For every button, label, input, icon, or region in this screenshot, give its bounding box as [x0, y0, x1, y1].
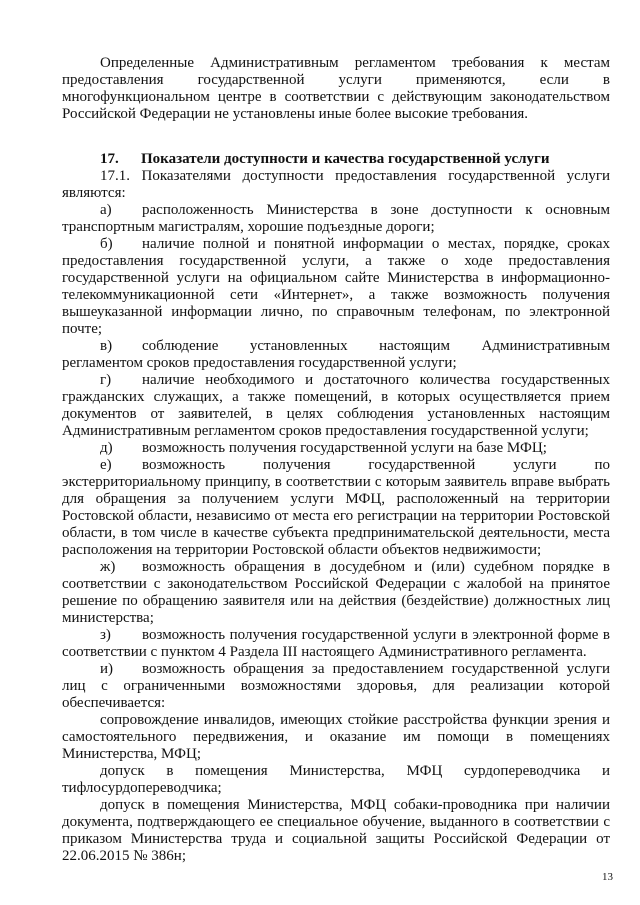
page-number: 13 [602, 871, 613, 883]
list-item [62, 338, 610, 372]
list-item-text: возможность получения государственной услуги в электронной форме в соответствии с пунктом 4 Раздела III настоящего Административного регламента. [62, 627, 610, 660]
sub-paragraph: сопровождение инвалидов, имеющих стойкие расстройства функции зрения и самостоятельного передвижения, и оказание им помощи в помещениях Министерства, МФЦ; [62, 712, 610, 762]
section-title: Показатели доступности и качества государственной услуги [141, 151, 550, 167]
list-item-label: е) [100, 457, 112, 473]
list-item [62, 440, 610, 457]
section-number: 17. [100, 151, 119, 167]
list-item-text: наличие полной и понятной информации о местах, порядке, сроках предоставления государственной услуги, а также о ходе предоставления государственной услуги на официальном сайте Министерства в информационно-телекоммуникационной сети «Интернет», а также возможность получения вышеуказанной информации лично, по справочным телефонам, по электронной почте; [62, 236, 610, 337]
list-item [62, 457, 610, 559]
sub-paragraph: допуск в помещения Министерства, МФЦ собаки-проводника при наличии документа, подтверждающего ее специальное обучение, выданного в соответствии с приказом Министерства труда и социальной защиты Российской Федерации от 22.06.2015 № 386н; [62, 797, 610, 864]
document-body [62, 55, 610, 865]
list-item-label: з) [100, 627, 111, 643]
list-item-label: а) [100, 202, 112, 218]
list-item-text: соблюдение установленных настоящим Административным регламентом сроков предоставления государственной услуги; [62, 338, 610, 371]
list-item-label: д) [100, 440, 113, 456]
list-item-label: б) [100, 236, 113, 252]
paragraph-17-1: 17.1. Показателями доступности предоставления государственной услуги являются: [62, 168, 610, 201]
section-heading [62, 151, 610, 168]
list-item [62, 202, 610, 236]
list-item-text: возможность получения государственной услуги на базе МФЦ; [142, 440, 547, 456]
list-item-text: наличие необходимого и достаточного количества государственных гражданских служащих, а также помещений, в которых осуществляется прием документов от заявителей, в целях соблюдения установленных настоящим Административным регламентом сроков предоставления государственной услуги; [62, 372, 610, 439]
list-item [62, 661, 610, 712]
list-item [62, 236, 610, 338]
sub-paragraph: допуск в помещения Министерства, МФЦ сурдопереводчика и тифлосурдопереводчика; [62, 763, 610, 796]
list-item [62, 627, 610, 661]
list-item [62, 372, 610, 440]
list-item-text: возможность получения государственной услуги по экстерриториальному принципу, в соответствии с которым заявитель вправе выбрать для обращения за получением услуги МФЦ, расположенный на территории Ростовской области, независимо от места его регистрации на территории Ростовской области, в том числе в качестве субъекта предпринимательской деятельности, места расположения на территории Ростовской области объектов недвижимости; [62, 457, 610, 558]
list-item-text: возможность обращения в досудебном и (или) судебном порядке в соответствии с законодательством Российской Федерации с жалобой на принятое решение по обращению заявителя или на действия (бездействие) должностных лиц министерства; [62, 559, 610, 626]
list-item-label: ж) [100, 559, 116, 575]
list-item-text: возможность обращения за предоставлением государственной услуги лиц с ограниченными возможностями здоровья, для реализации которой обеспечивается: [62, 661, 610, 711]
list-item-label: и) [100, 661, 114, 677]
list-item-label: в) [100, 338, 113, 354]
list-item-label: г) [100, 372, 112, 388]
list-item-text: расположенность Министерства в зоне доступности к основным транспортным магистралям, хорошие подъездные дороги; [62, 202, 610, 235]
list-item [62, 559, 610, 627]
intro-paragraph: Определенные Административным регламентом требования к местам предоставления государственной услуги применяются, если в многофункциональном центре в соответствии с действующим законодательством Российской Федерации не установлены иные более высокие требования. [62, 55, 610, 122]
